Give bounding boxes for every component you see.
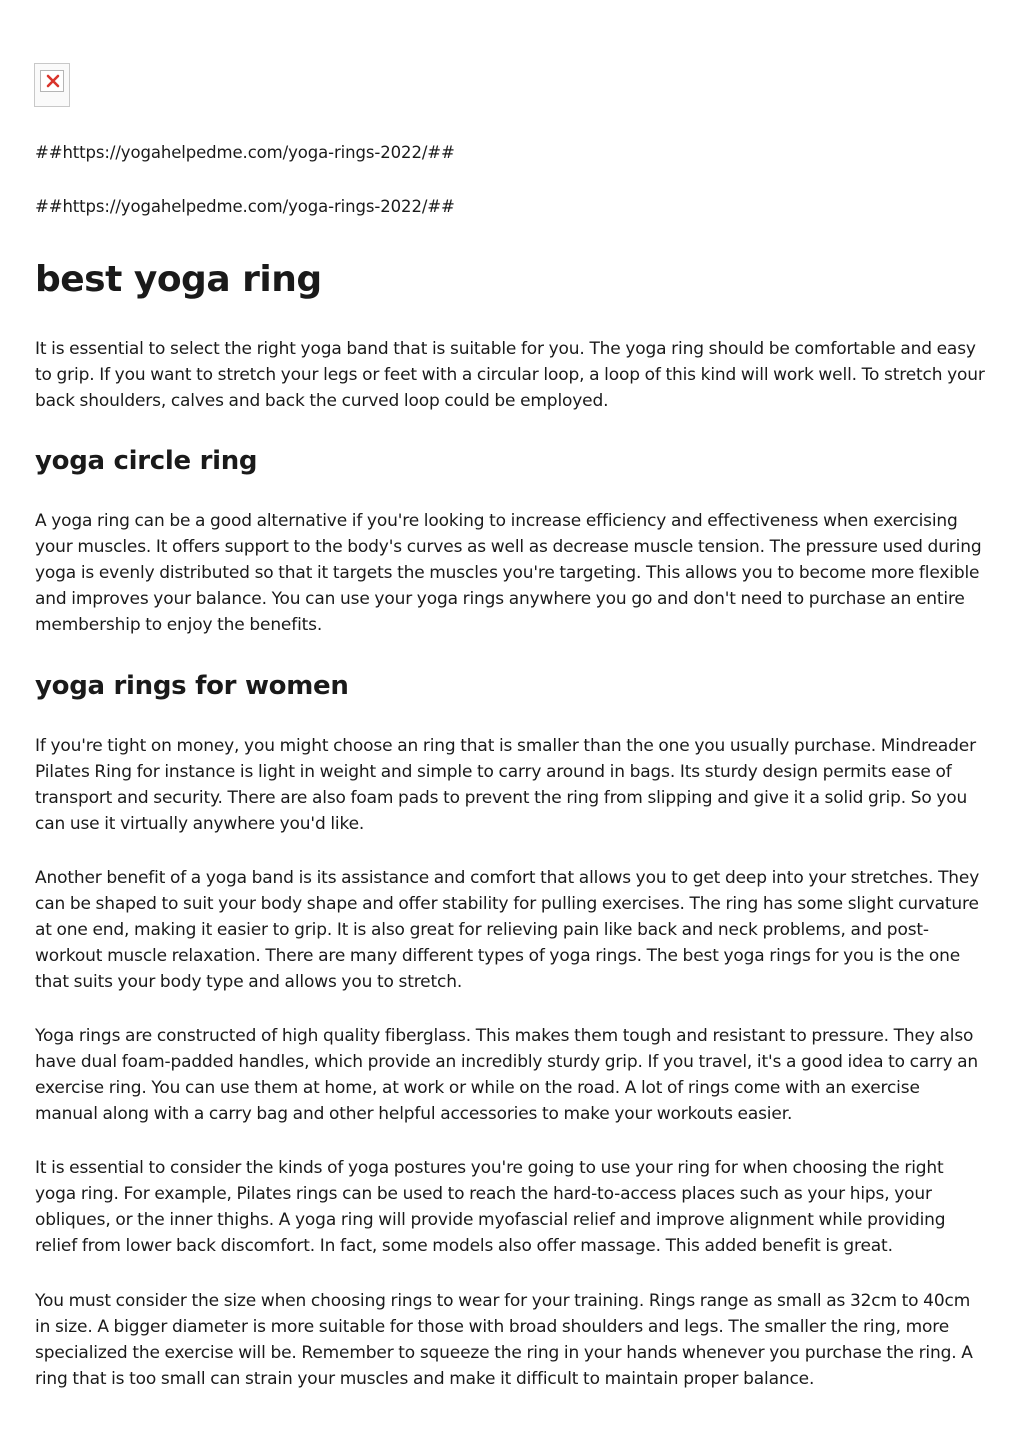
section2-paragraph-5: You must consider the size when choosing rings to wear for your training. Rings range as small as 32cm to 40cm in size. A bigger diameter is more suitable for those with broad shoulders and legs. The smaller the ring, more specialized the exercise will be. Remember to squeeze the ring in your hands whenever you purchase the ring. A ring that is too small can strain your muscles and make it difficult to maintain proper balance. bbox=[35, 1291, 973, 1389]
page-title: best yoga ring bbox=[35, 259, 322, 300]
source-url-1: ##https://yogahelpedme.com/yoga-rings-2022/## bbox=[35, 143, 455, 162]
broken-image-icon bbox=[34, 63, 70, 107]
section1-paragraph: A yoga ring can be a good alternative if you're looking to increase efficiency and effectiveness when exercising your muscles. It offers support to the body's curves as well as decrease muscle tension. The pressure used during yoga is evenly distributed so that it targets the muscles you're targeting. This allows you to become more flexible and improves your balance. You can use your yoga rings anywhere you go and don't need to purchase an entire membership to enjoy the benefits. bbox=[35, 511, 982, 635]
image-frame bbox=[40, 70, 64, 92]
section2-paragraph-2: Another benefit of a yoga band is its assistance and comfort that allows you to get deep into your stretches. They can be shaped to suit your body shape and offer stability for pulling exercises. The ring has some slight curvature at one end, making it easier to grip. It is also great for relieving pain like back and neck problems, and post-workout muscle relaxation. There are many different types of yoga rings. The best yoga rings for you is the one that suits your body type and allows you to stretch. bbox=[35, 868, 980, 992]
section-heading-yoga-rings-for-women: yoga rings for women bbox=[35, 671, 349, 701]
close-x-icon bbox=[46, 74, 60, 88]
section-heading-yoga-circle-ring: yoga circle ring bbox=[35, 446, 258, 476]
section2-paragraph-3: Yoga rings are constructed of high quality fiberglass. This makes them tough and resistant to pressure. They also have dual foam-padded handles, which provide an incredibly sturdy grip. If you travel, it's a good idea to carry an exercise ring. You can use them at home, at work or while on the road. A lot of rings come with an exercise manual along with a carry bag and other helpful accessories to make your workouts easier. bbox=[35, 1026, 979, 1124]
section2-paragraph-4: It is essential to consider the kinds of yoga postures you're going to use your ring for when choosing the right yoga ring. For example, Pilates rings can be used to reach the hard-to-access places such as your hips, your obliques, or the inner thighs. A yoga ring will provide myofascial relief and improve alignment while providing relief from lower back discomfort. In fact, some models also offer massage. This added benefit is great. bbox=[35, 1158, 946, 1256]
source-url-2: ##https://yogahelpedme.com/yoga-rings-2022/## bbox=[35, 197, 455, 216]
intro-paragraph: It is essential to select the right yoga band that is suitable for you. The yoga ring should be comfortable and easy to grip. If you want to stretch your legs or feet with a circular loop, a loop of this kind will work well. To stretch your back shoulders, calves and back the curved loop could be employed. bbox=[35, 339, 985, 411]
section2-paragraph-1: If you're tight on money, you might choose an ring that is smaller than the one you usually purchase. Mindreader Pilates Ring for instance is light in weight and simple to carry around in bags. Its sturdy design permits ease of transport and security. There are also foam pads to prevent the ring from slipping and give it a solid grip. So you can use it virtually anywhere you'd like. bbox=[35, 736, 976, 834]
